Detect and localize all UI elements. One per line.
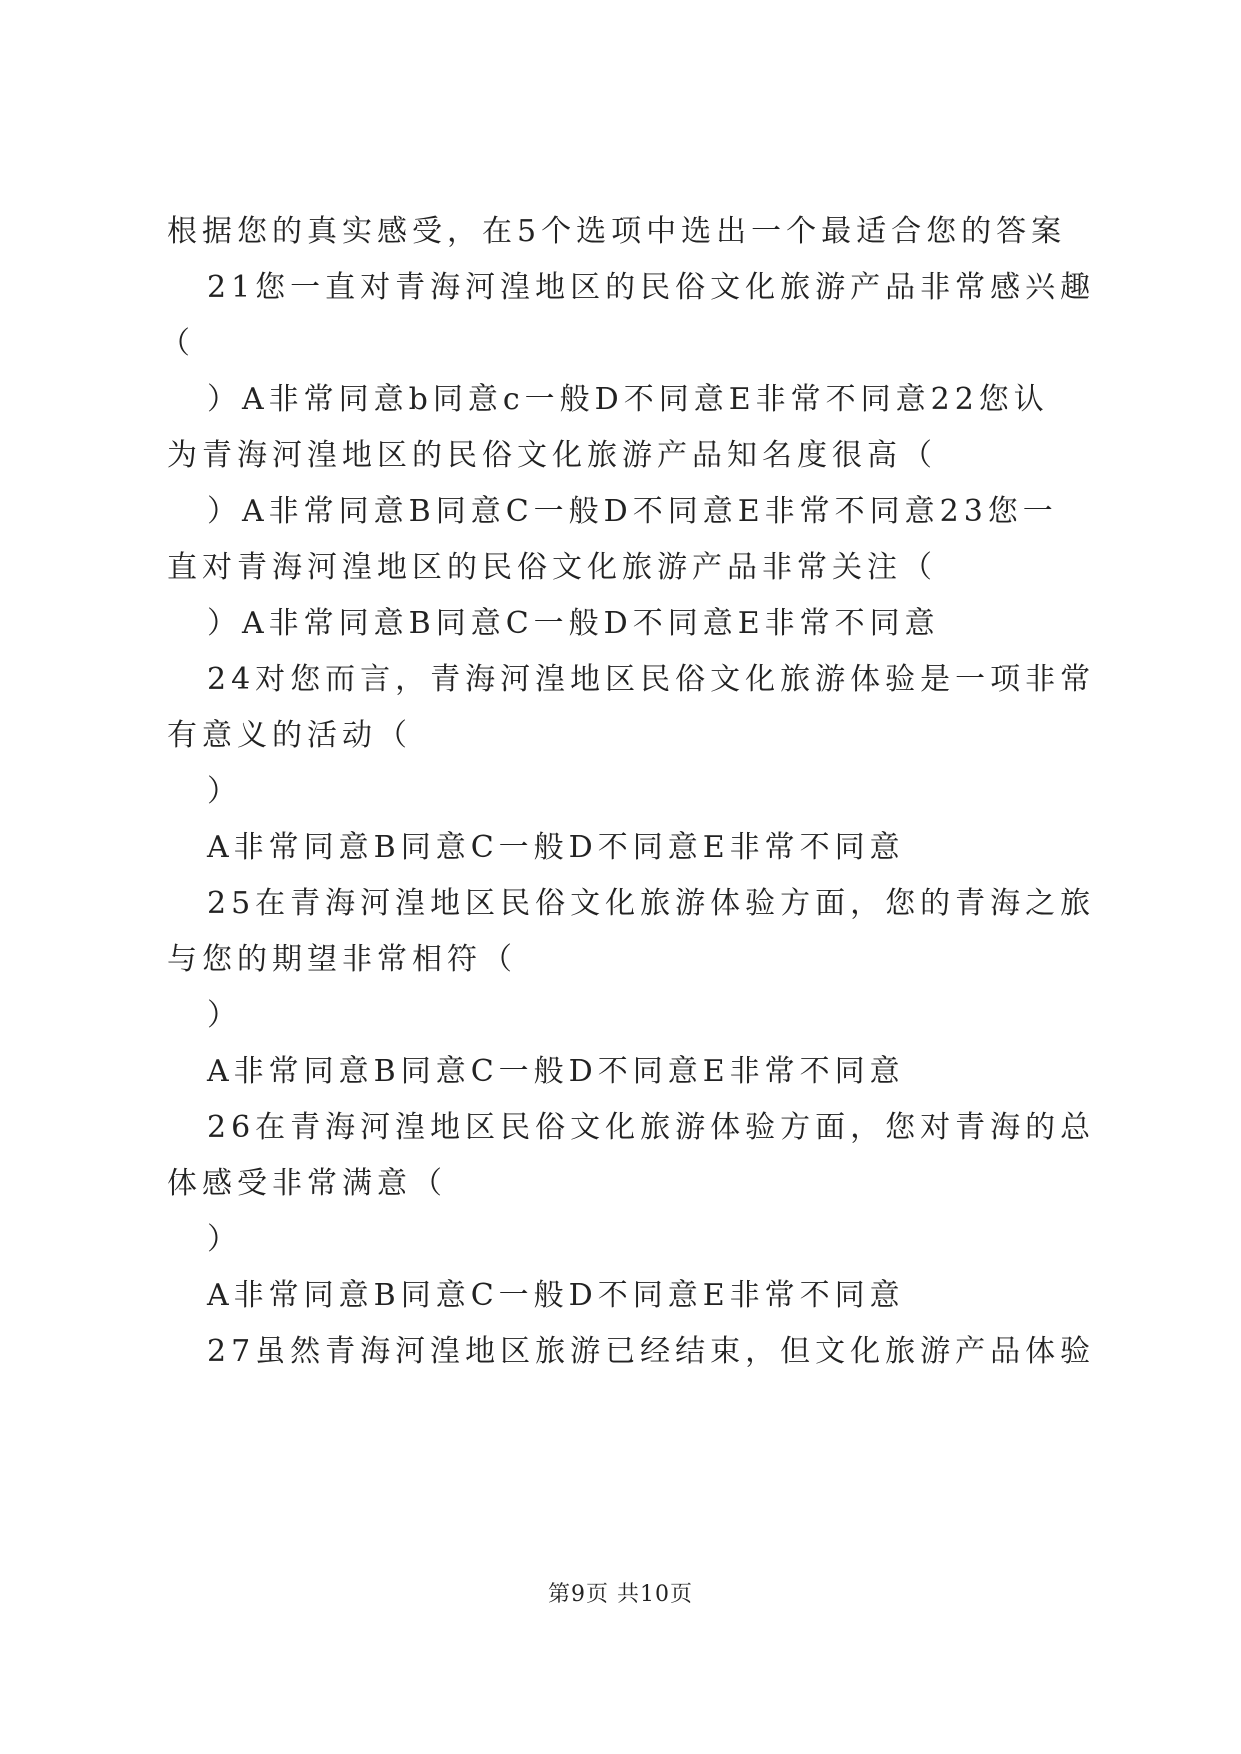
text-line: 25在青海河湟地区民俗文化旅游体验方面，您的青海之旅 <box>207 886 1096 921</box>
text-line: ）A非常同意B同意C一般D不同意E非常不同意 <box>207 606 940 641</box>
text-line: A非常同意B同意C一般D不同意E非常不同意 <box>207 830 905 865</box>
text-line: 27虽然青海河湟地区旅游已经结束，但文化旅游产品体验 <box>207 1334 1096 1369</box>
text-line: 为青海河湟地区的民俗文化旅游产品知名度很高（ <box>167 438 937 473</box>
text-line: （ <box>160 326 195 361</box>
text-line: A非常同意B同意C一般D不同意E非常不同意 <box>207 1054 905 1089</box>
text-line: 直对青海河湟地区的民俗文化旅游产品非常关注（ <box>167 550 937 585</box>
text-line: ） <box>207 998 242 1033</box>
page-number-footer: 第9页 共10页 <box>548 1582 693 1607</box>
text-line: 根据您的真实感受，在5个选项中选出一个最适合您的答案 <box>167 214 1067 249</box>
text-line: 21您一直对青海河湟地区的民俗文化旅游产品非常感兴趣 <box>207 270 1096 305</box>
text-line: 与您的期望非常相符（ <box>167 942 517 977</box>
text-line: ）A非常同意B同意C一般D不同意E非常不同意23您一 <box>207 494 1058 529</box>
text-line: 有意义的活动（ <box>167 718 412 753</box>
text-line: 体感受非常满意（ <box>167 1166 447 1201</box>
text-line: ） <box>207 1222 242 1257</box>
text-line: 26在青海河湟地区民俗文化旅游体验方面，您对青海的总 <box>207 1110 1096 1145</box>
text-line: ） <box>207 774 242 809</box>
text-line: ）A非常同意b同意c一般D不同意E非常不同意22您认 <box>207 382 1049 417</box>
text-line: A非常同意B同意C一般D不同意E非常不同意 <box>207 1278 905 1313</box>
text-line: 24对您而言，青海河湟地区民俗文化旅游体验是一项非常 <box>207 662 1096 697</box>
